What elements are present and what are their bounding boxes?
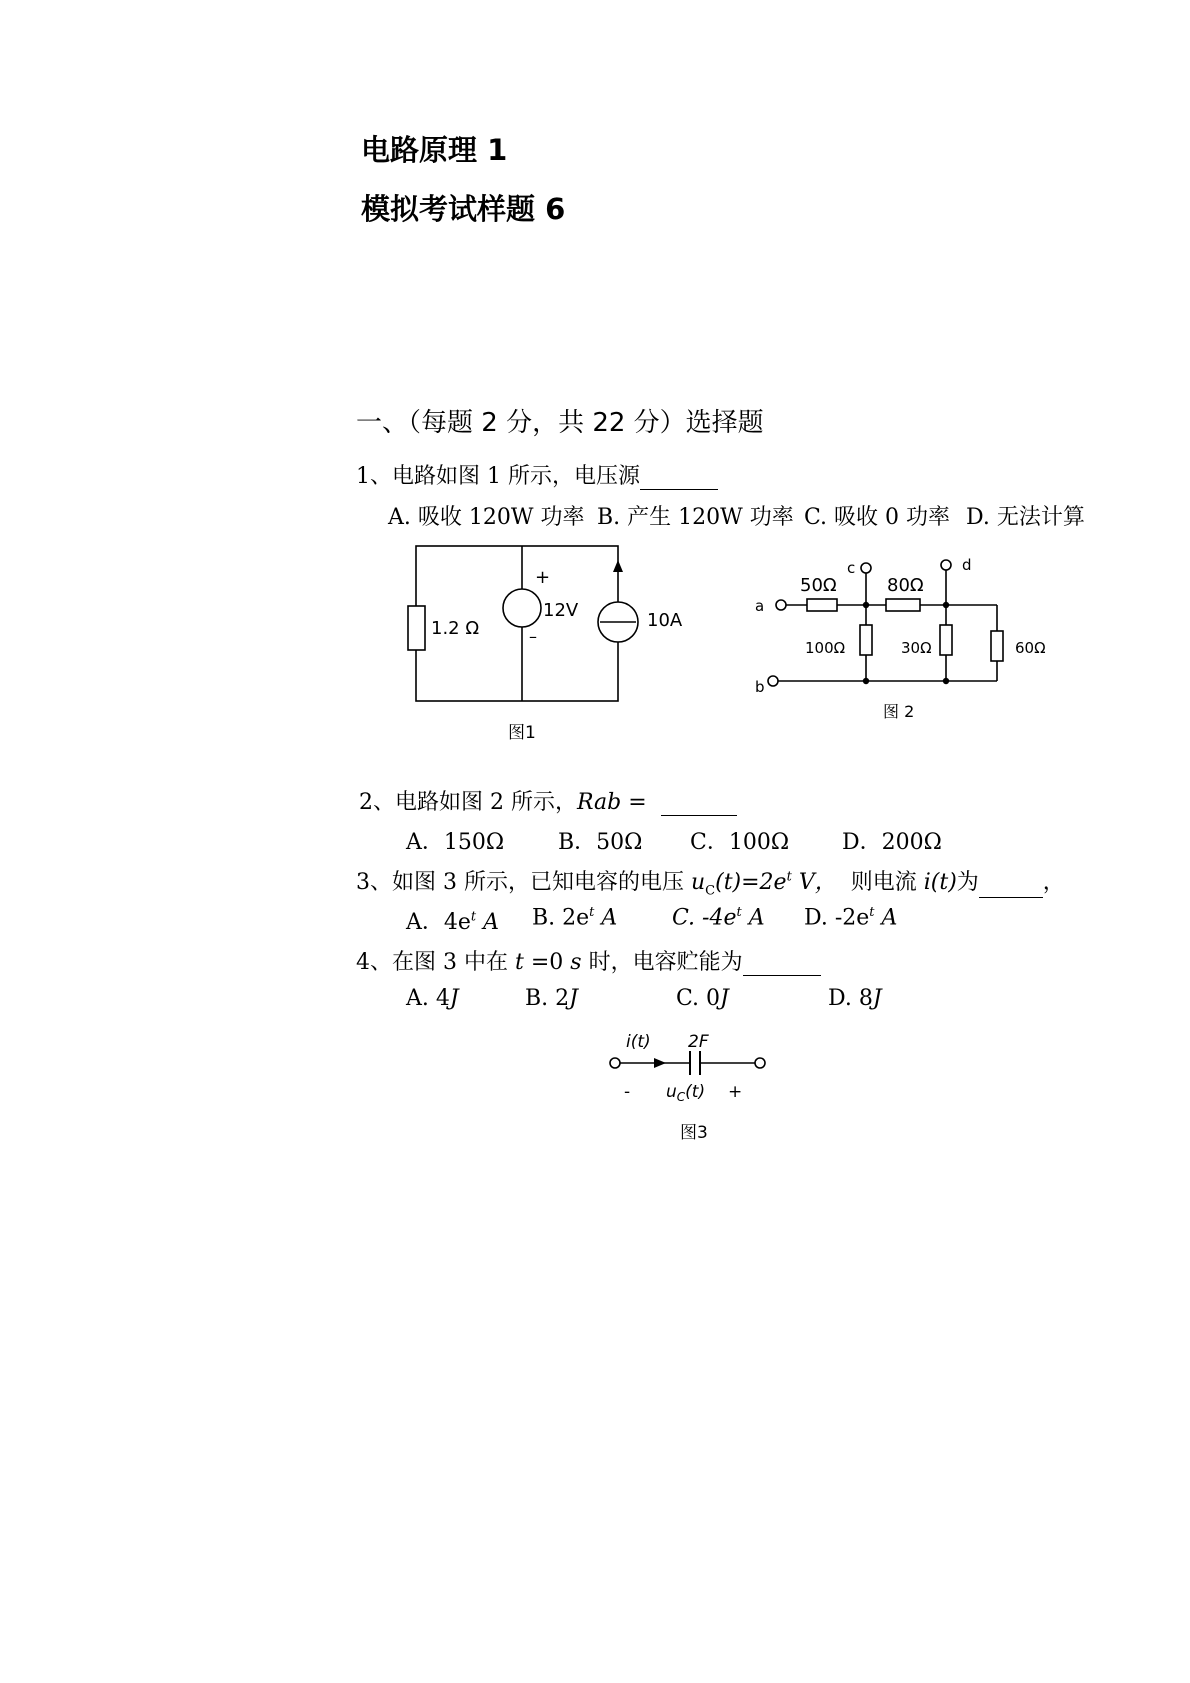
fig1-caption: 图1 — [508, 723, 536, 743]
q3-option-c: C. $-4e^t$ A — [672, 905, 765, 931]
q2-eq: = — [628, 790, 647, 815]
fig1-vsource-label: 12V — [543, 600, 579, 621]
fig1-resistor — [408, 606, 425, 650]
question-2 — [359, 785, 737, 816]
fig1-arrow-up-icon — [613, 560, 623, 572]
q2-option-d: D．200Ω — [842, 830, 942, 855]
q4-number: 4、 — [356, 950, 392, 975]
question-3 — [356, 865, 1065, 898]
fig3-cap-label: 2F — [688, 1032, 709, 1052]
q4-t: t — [514, 950, 524, 975]
q3-answer-blank — [979, 875, 1043, 898]
q1-option-d: D. 无法计算 — [966, 505, 1085, 530]
figure-2-circuit — [745, 553, 1065, 733]
q3-option-b: B. $2e^t$ A — [532, 905, 618, 931]
fig2-r2-label: 80Ω — [887, 575, 924, 596]
q2-option-a: A．150Ω — [406, 830, 505, 855]
fig2-r-80 — [886, 599, 920, 611]
q3-it: i — [923, 870, 931, 895]
fig1-resistor-label: 1.2 Ω — [431, 618, 480, 639]
fig2-terminal-b — [768, 676, 778, 686]
fig2-r-50 — [807, 599, 837, 611]
fig3-minus-label: - — [624, 1082, 631, 1102]
q1-answer-blank — [640, 467, 718, 490]
q3-number: 3、 — [356, 870, 392, 895]
fig1-minus-label: – — [529, 627, 537, 646]
q1-number: 1、 — [356, 464, 392, 489]
q3-uc: u — [690, 870, 706, 895]
fig2-r3-label: 100Ω — [805, 639, 846, 657]
doc-title-line1: 电路原理 1 — [361, 133, 508, 167]
fig3-terminal-right — [755, 1058, 765, 1068]
q3-uc-unit: V， — [798, 870, 837, 895]
q3-text: 如图 3 所示，已知电容的电压 — [392, 870, 684, 895]
fig3-terminal-left — [610, 1058, 620, 1068]
q2-text: 电路如图 2 所示， — [395, 790, 577, 815]
fig2-label-d: d — [962, 556, 972, 574]
q3-option-a: A．$4e^t$ A — [406, 909, 500, 935]
figure-3-circuit — [600, 1025, 780, 1150]
q3-is: 为 — [956, 870, 979, 895]
q2-option-b: B．50Ω — [558, 830, 643, 855]
fig2-label-a: a — [755, 597, 765, 615]
fig3-caption: 图3 — [680, 1123, 708, 1143]
fig2-label-c: c — [847, 559, 856, 577]
fig2-r4-label: 30Ω — [901, 639, 932, 657]
q2-var: Rab — [576, 790, 622, 815]
fig3-current-label: i(t) — [626, 1032, 651, 1052]
q1-text: 电路如图 1 所示，电压源 — [392, 464, 640, 489]
fig2-r5-label: 60Ω — [1015, 639, 1046, 657]
section-heading: 一、（每题 2 分，共 22 分）选择题 — [356, 408, 764, 438]
q4-option-d: D. 8J — [828, 986, 882, 1011]
fig1-isource-label: 10A — [647, 610, 683, 631]
fig2-r-30 — [940, 625, 952, 655]
q3-uc-sub: C — [705, 883, 716, 899]
fig1-voltage-source — [503, 589, 541, 627]
q4-option-a: A. 4J — [406, 986, 459, 1011]
fig3-plus-label: + — [728, 1082, 743, 1102]
figure-1-circuit — [395, 540, 683, 750]
fig2-r-100 — [860, 625, 872, 655]
q4-text-after: 时，电容贮能为 — [588, 950, 743, 975]
q4-answer-blank — [743, 953, 821, 976]
q3-then: 则电流 — [850, 870, 917, 895]
q1-option-a: A. 吸收 120W 功率 — [388, 505, 585, 530]
q1-option-b: B. 产生 120W 功率 — [597, 505, 794, 530]
q4-option-c: C. 0J — [676, 986, 729, 1011]
fig3-current-arrow-icon — [654, 1058, 666, 1068]
q2-answer-blank — [661, 793, 737, 816]
fig2-r-60 — [991, 631, 1003, 661]
fig2-terminal-c — [861, 563, 871, 573]
fig2-caption: 图 2 — [883, 702, 915, 721]
q4-eq0: =0 — [530, 950, 564, 975]
q3-option-d: D. $-2e^t$ A — [804, 905, 898, 931]
q1-option-c: C. 吸收 0 功率 — [804, 505, 951, 530]
q2-number: 2、 — [359, 790, 395, 815]
q3-tail: ， — [1042, 870, 1065, 895]
q3-uc-sup: t — [786, 869, 792, 885]
q4-text-before: 在图 3 中在 — [392, 950, 508, 975]
doc-title-line2: 模拟考试样题 6 — [361, 192, 566, 226]
q3-it-arg: (t) — [930, 870, 957, 895]
fig2-label-b: b — [755, 678, 765, 696]
fig2-r1-label: 50Ω — [800, 575, 837, 596]
fig1-plus-label: + — [535, 567, 551, 588]
q2-option-c: C．100Ω — [690, 830, 790, 855]
fig2-terminal-d — [941, 560, 951, 570]
question-4 — [356, 945, 821, 976]
q4-option-b: B. 2J — [525, 986, 578, 1011]
fig3-voltage-label: $u_C(t)$ — [666, 1082, 706, 1104]
q3-uc-expr: (t)=2e — [715, 870, 787, 895]
fig2-terminal-a — [776, 600, 786, 610]
q4-s: s — [570, 950, 582, 975]
question-1 — [356, 459, 718, 490]
